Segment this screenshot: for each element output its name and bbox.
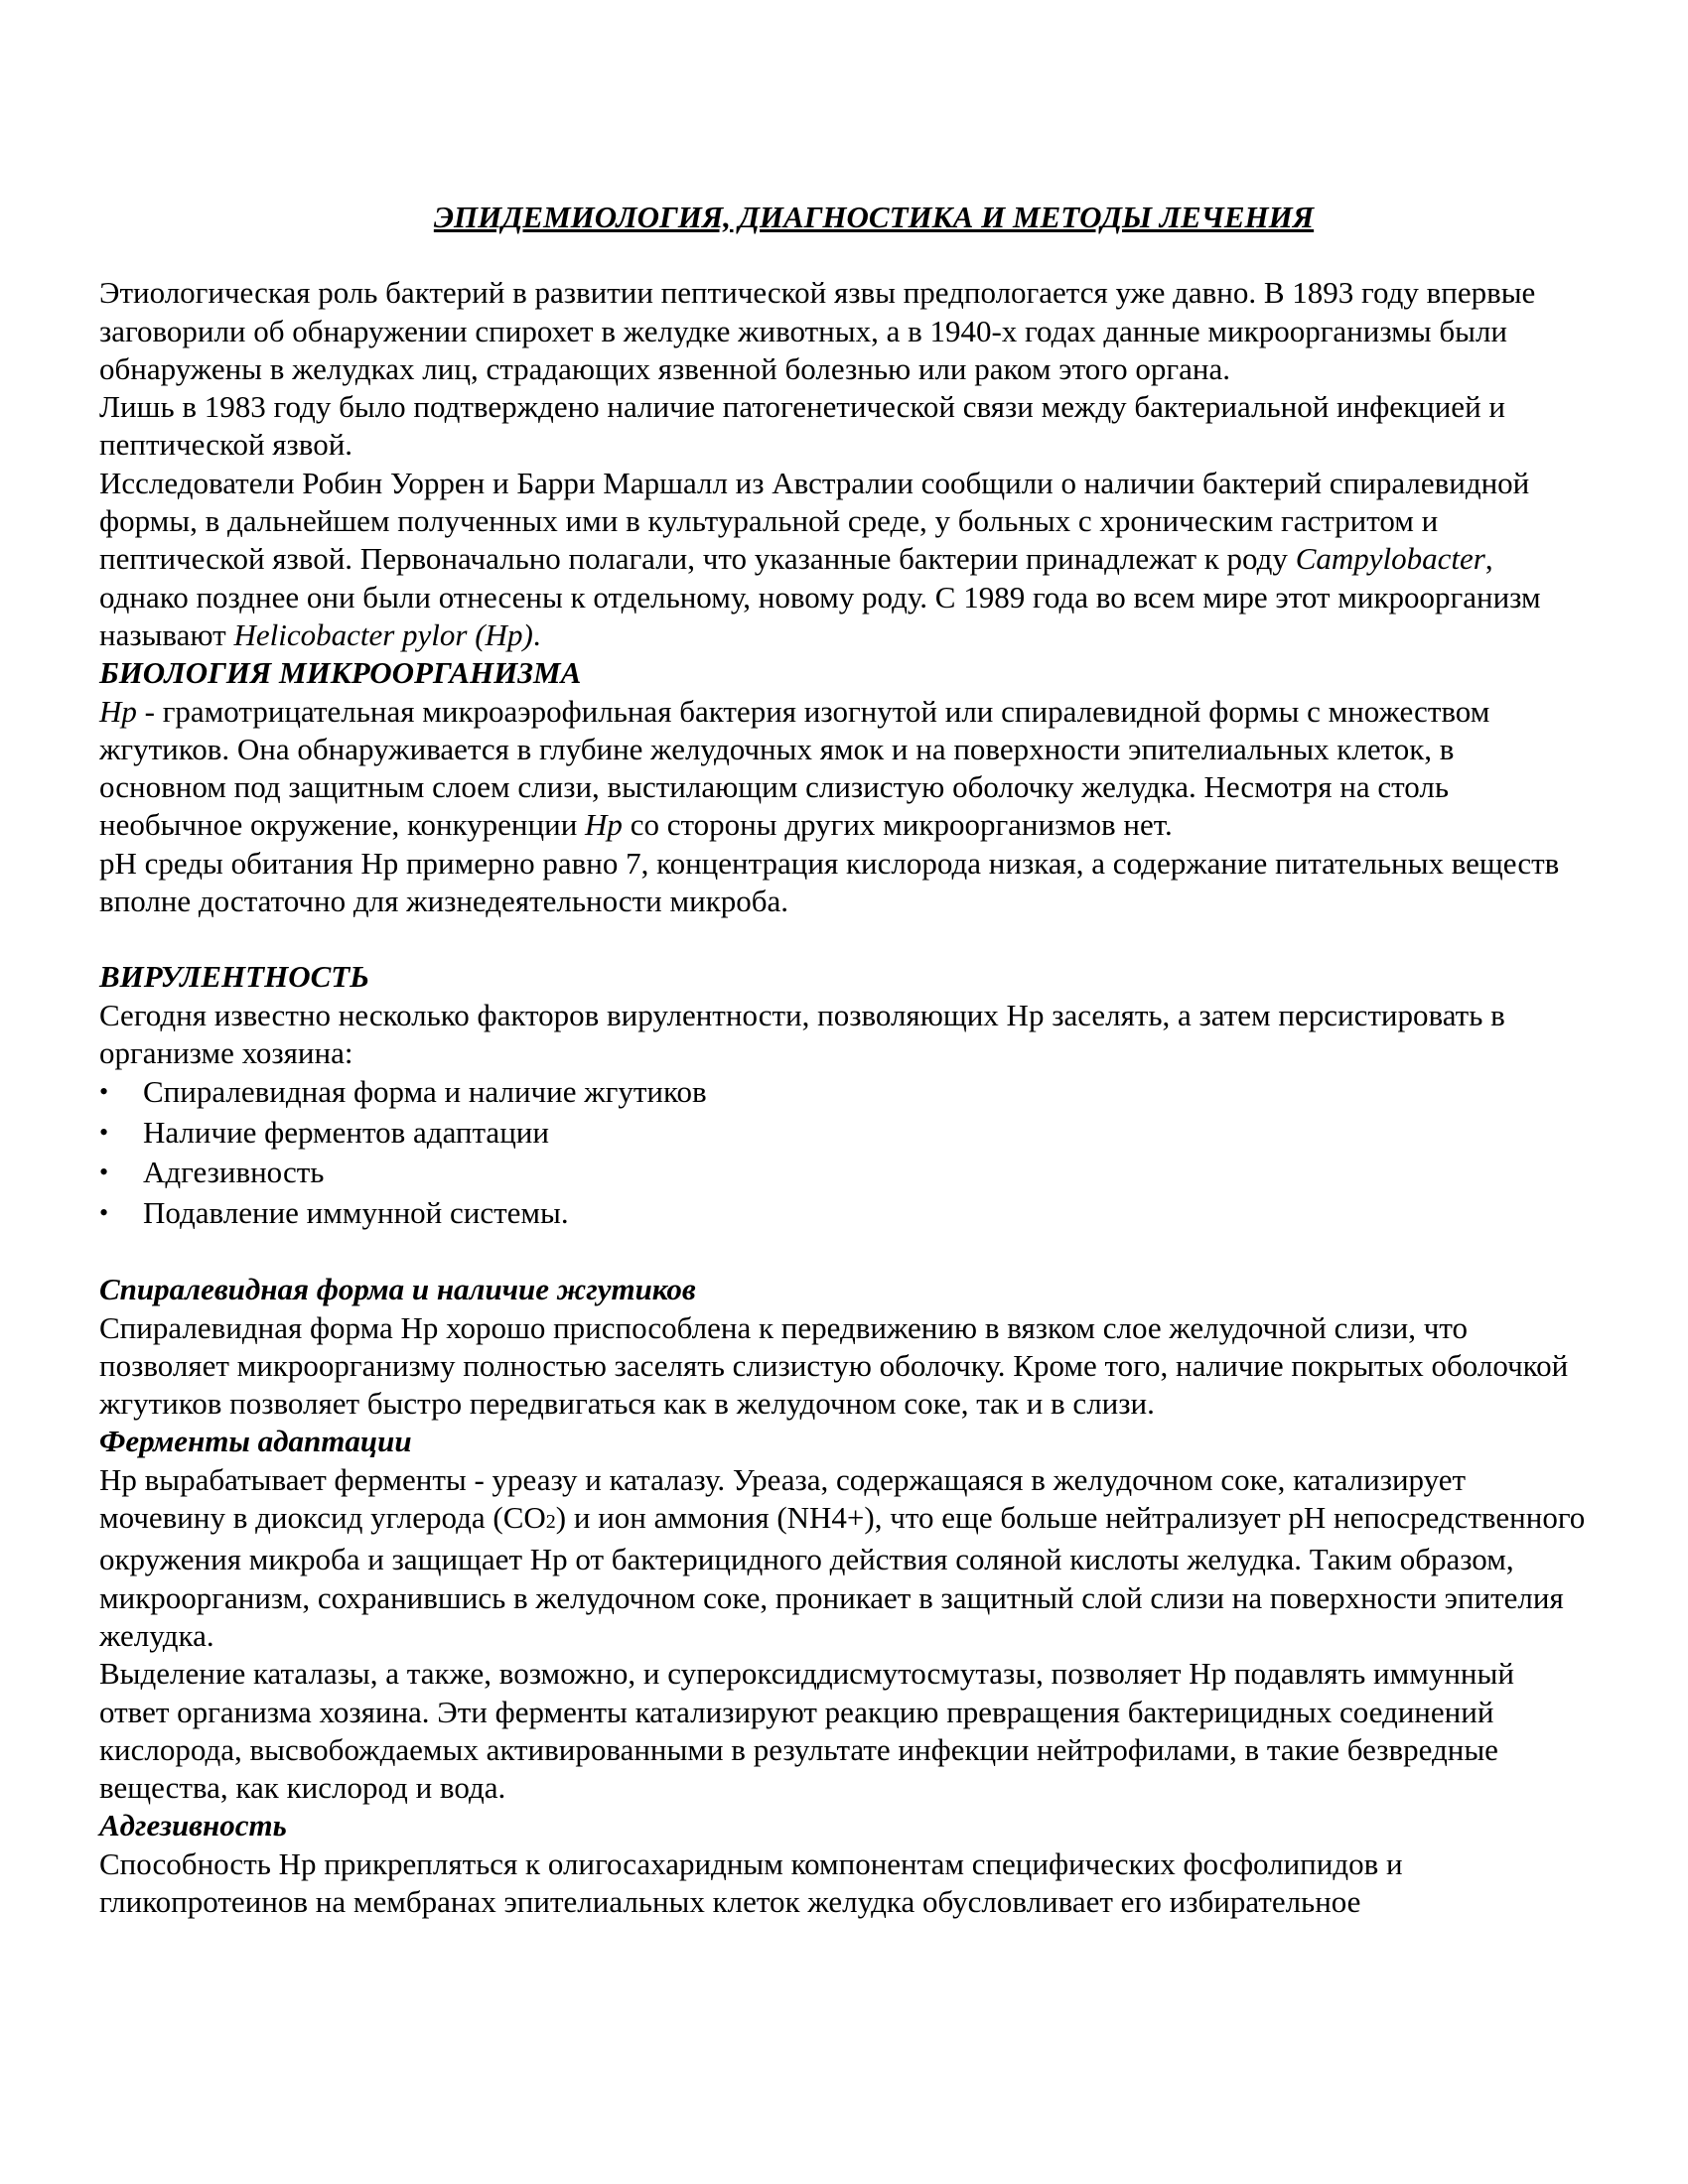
section-gap — [99, 1233, 1589, 1271]
biology-text-b: со стороны других микроорганизмов нет. — [622, 807, 1173, 843]
list-item-text: Адгезивность — [143, 1155, 325, 1190]
document-page — [99, 199, 1589, 1921]
species-name: Helicobacter pylor (Hp) — [233, 616, 533, 652]
co2-subscript: 2 — [545, 1511, 556, 1534]
section-gap — [99, 920, 1589, 958]
enzymes-heading: Ферменты адаптации — [99, 1424, 412, 1459]
enzymes-text-b: ) и ион аммония (NH4+), что еще больше нейтрализует pH непосредственного окружения микроба и защищает Hp от бактерицидного действия соляной кислоты желудка. Таким образом, микроорганизм, сохранившись в желудочном соке, проникает в защитный слой слизи на поверхности эпителия желудка. — [99, 1500, 1586, 1653]
enzymes-paragraph-1 — [99, 1461, 1589, 1655]
virulence-intro: Сегодня известно несколько факторов вирулентности, позволяющих Hp заселять, а затем персистировать в организме хозяина: — [99, 997, 1505, 1070]
adhesion-paragraph: Способность Hp прикрепляться к олигосахаридным компонентам специфических фосфолипидов и гликопротеинов на мембранах эпителиальных клеток желудка обусловливает его избирательное — [99, 1845, 1403, 1919]
genus-name: Campylobacter — [1295, 541, 1485, 577]
spiral-heading: Спиралевидная форма и наличие жгутиков — [99, 1272, 696, 1307]
bullet-icon: • — [99, 1117, 109, 1147]
enzymes-text-a: Hp вырабатывает ферменты - уреазу и каталазу. Уреаза, содержащаяся в желудочном соке, катализирует мочевину в диоксид углерода (CO — [99, 1461, 1467, 1536]
list-item — [99, 1113, 1589, 1154]
bullet-icon: • — [99, 1158, 109, 1187]
intro-paragraph-2: Лишь в 1983 году было подтверждено наличие патогенетической связи между бактериальной инфекцией и пептической язвой. — [99, 389, 1505, 463]
bullet-icon: • — [99, 1197, 109, 1227]
enzymes-paragraph-2: Выделение каталазы, а также, возможно, и супероксиддисмутосмутазы, позволяет Hp подавлять иммунный ответ организма хозяина. Эти ферменты катализируют реакцию превращения бактерицидных соединений кислорода, высвобождаемых активированными в результате инфекции нейтрофилами, в такие безвредные вещества, как кислород и вода. — [99, 1656, 1514, 1806]
spiral-paragraph: Спиралевидная форма Hp хорошо приспособлена к передвижению в вязком слое желудочной слизи, что позволяет микроорганизму полностью заселять слизистую оболочку. Кроме того, наличие покрытых оболочкой жгутиков позволяет быстро передвигаться как в желудочном соке, так и в слизи. — [99, 1309, 1569, 1422]
virulence-list — [99, 1072, 1589, 1233]
list-item-text: Подавление иммунной системы. — [143, 1194, 569, 1230]
bullet-icon: • — [99, 1077, 109, 1107]
intro-text-a: Исследователи Робин Уоррен и Барри Маршалл из Австралии сообщили о наличии бактерий спиралевидной формы, в дальнейшем полученных ими в культуральной среде, у больных с хроническим гастритом и пептической язвой. Первоначально полагали, что указанные бактерии принадлежат к роду — [99, 465, 1530, 577]
intro-text-c: . — [532, 616, 541, 652]
hp-abbrev: Hp — [99, 693, 137, 729]
intro-text-b: , однако позднее они были отнесены к отдельному, новому роду. С 1989 года во всем мире этот микроорганизм называют — [99, 541, 1541, 652]
document-title: ЭПИДЕМИОЛОГИЯ, ДИАГНОСТИКА И МЕТОДЫ ЛЕЧЕНИЯ — [433, 200, 1315, 234]
list-item-text: Спиралевидная форма и наличие жгутиков — [143, 1074, 707, 1110]
list-item — [99, 1193, 1589, 1234]
list-item — [99, 1153, 1589, 1193]
adhesion-heading: Адгезивность — [99, 1808, 287, 1843]
intro-paragraph-1: Этиологическая роль бактерий в развитии пептической язвы предпологается уже давно. В 1893 году впервые заговорили об обнаружении спирохет в желудке животных, а в 1940-х годах данные микроорганизмы были обнаружены в желудках лиц, страдающих язвенной болезнью или раком этого органа. — [99, 275, 1536, 386]
biology-text-a: - грамотрицательная микроаэрофильная бактерия изогнутой или спиралевидной формы с множеством жгутиков. Она обнаруживается в глубине желудочных ямок и на поверхности эпителиальных клеток, в основном под защитным слоем слизи, выстилающим слизистую оболочку желудка. Несмотря на столь необычное окружение, конкуренции — [99, 693, 1490, 843]
biology-paragraph-2: pH среды обитания Hp примерно равно 7, концентрация кислорода низкая, а содержание питательных веществ вполне достаточно для жизнедеятельности микроба. — [99, 845, 1560, 919]
biology-paragraph-1 — [99, 693, 1589, 845]
list-item — [99, 1072, 1589, 1113]
intro-paragraph-3 — [99, 465, 1589, 654]
biology-heading: БИОЛОГИЯ МИКРООРГАНИЗМА — [99, 655, 582, 691]
virulence-heading: ВИРУЛЕНТНОСТЬ — [99, 959, 369, 995]
hp-abbrev: Hp — [585, 807, 623, 843]
list-item-text: Наличие ферментов адаптации — [143, 1114, 549, 1150]
